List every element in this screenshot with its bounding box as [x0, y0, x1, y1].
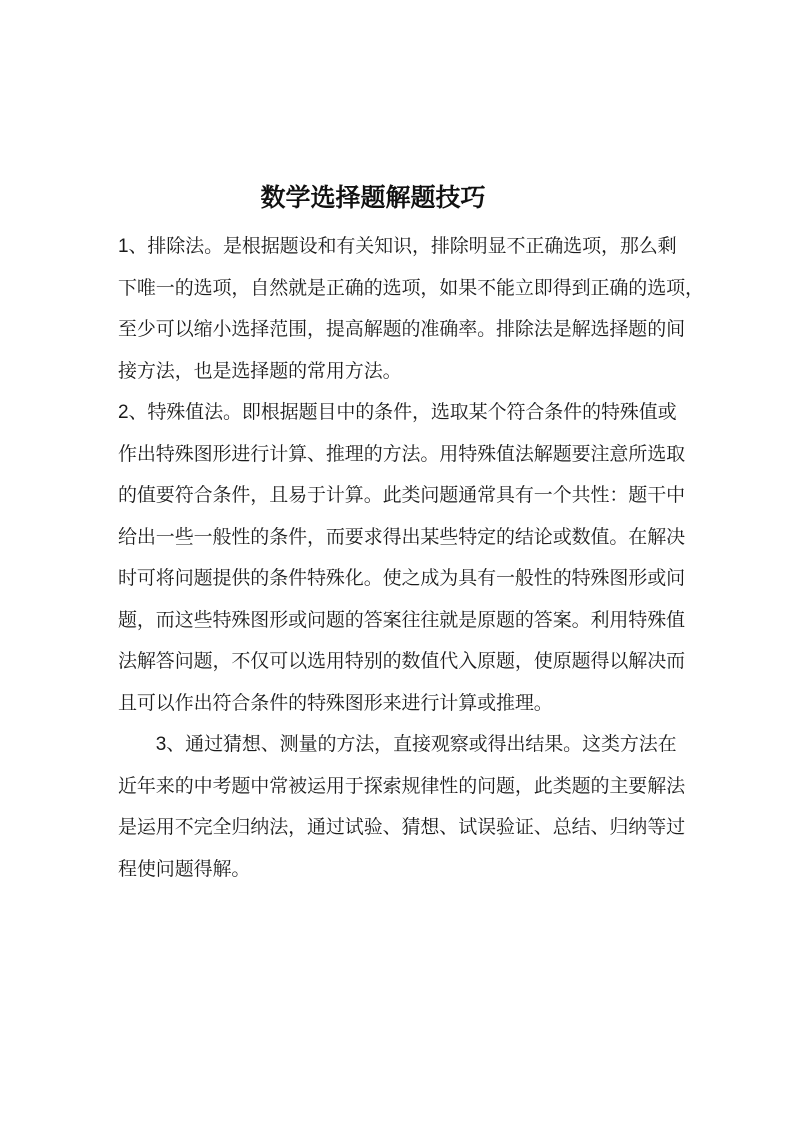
text-line: 至少可以缩小选择范围，提高解题的准确率。排除法是解选择题的间 — [118, 319, 686, 340]
text-line: 1、排除法。是根据题设和有关知识，排除明显不正确选项，那么剩 — [118, 236, 677, 257]
text-line: 题，而这些特殊图形或问题的答案往往就是原题的答案。利用特殊值 — [118, 609, 686, 631]
text-line: 法解答问题，不仅可以选用特别的数值代入原题，使原题得以解决而 — [118, 651, 686, 672]
text-line: 时可将问题提供的条件特殊化。使之成为具有一般性的特殊图形或问 — [118, 568, 686, 589]
text-line: 下唯一的选项，自然就是正确的选项，如果不能立即得到正确的选项， — [118, 277, 704, 299]
text-line: 给出一些一般性的条件，而要求得出某些特定的结论或数值。在解决 — [118, 526, 686, 548]
paragraph — [118, 392, 686, 724]
paragraph — [118, 724, 686, 890]
text-line: 接方法，也是选择题的常用方法。 — [118, 360, 402, 382]
text-line: 近年来的中考题中常被运用于探索规律性的问题，此类题的主要解法 — [118, 775, 686, 797]
text-line: 3、通过猜想、测量的方法，直接观察或得出结果。这类方法在 — [118, 734, 677, 755]
document-title: 数学选择题解题技巧 — [260, 184, 486, 212]
text-line: 是运用不完全归纳法，通过试验、猜想、试误验证、总结、归纳等过 — [118, 817, 686, 838]
paragraph — [118, 226, 704, 392]
text-line: 且可以作出符合条件的特殊图形来进行计算或推理。 — [118, 692, 553, 714]
text-line: 作出特殊图形进行计算、推理的方法。用特殊值法解题要注意所选取 — [118, 443, 686, 465]
text-line: 2、特殊值法。即根据题目中的条件，选取某个符合条件的特殊值或 — [118, 402, 677, 423]
document-body — [118, 226, 704, 890]
text-line: 程使问题得解。 — [118, 858, 251, 880]
text-line: 的值要符合条件，且易于计算。此类问题通常具有一个共性：题干中 — [118, 485, 686, 506]
